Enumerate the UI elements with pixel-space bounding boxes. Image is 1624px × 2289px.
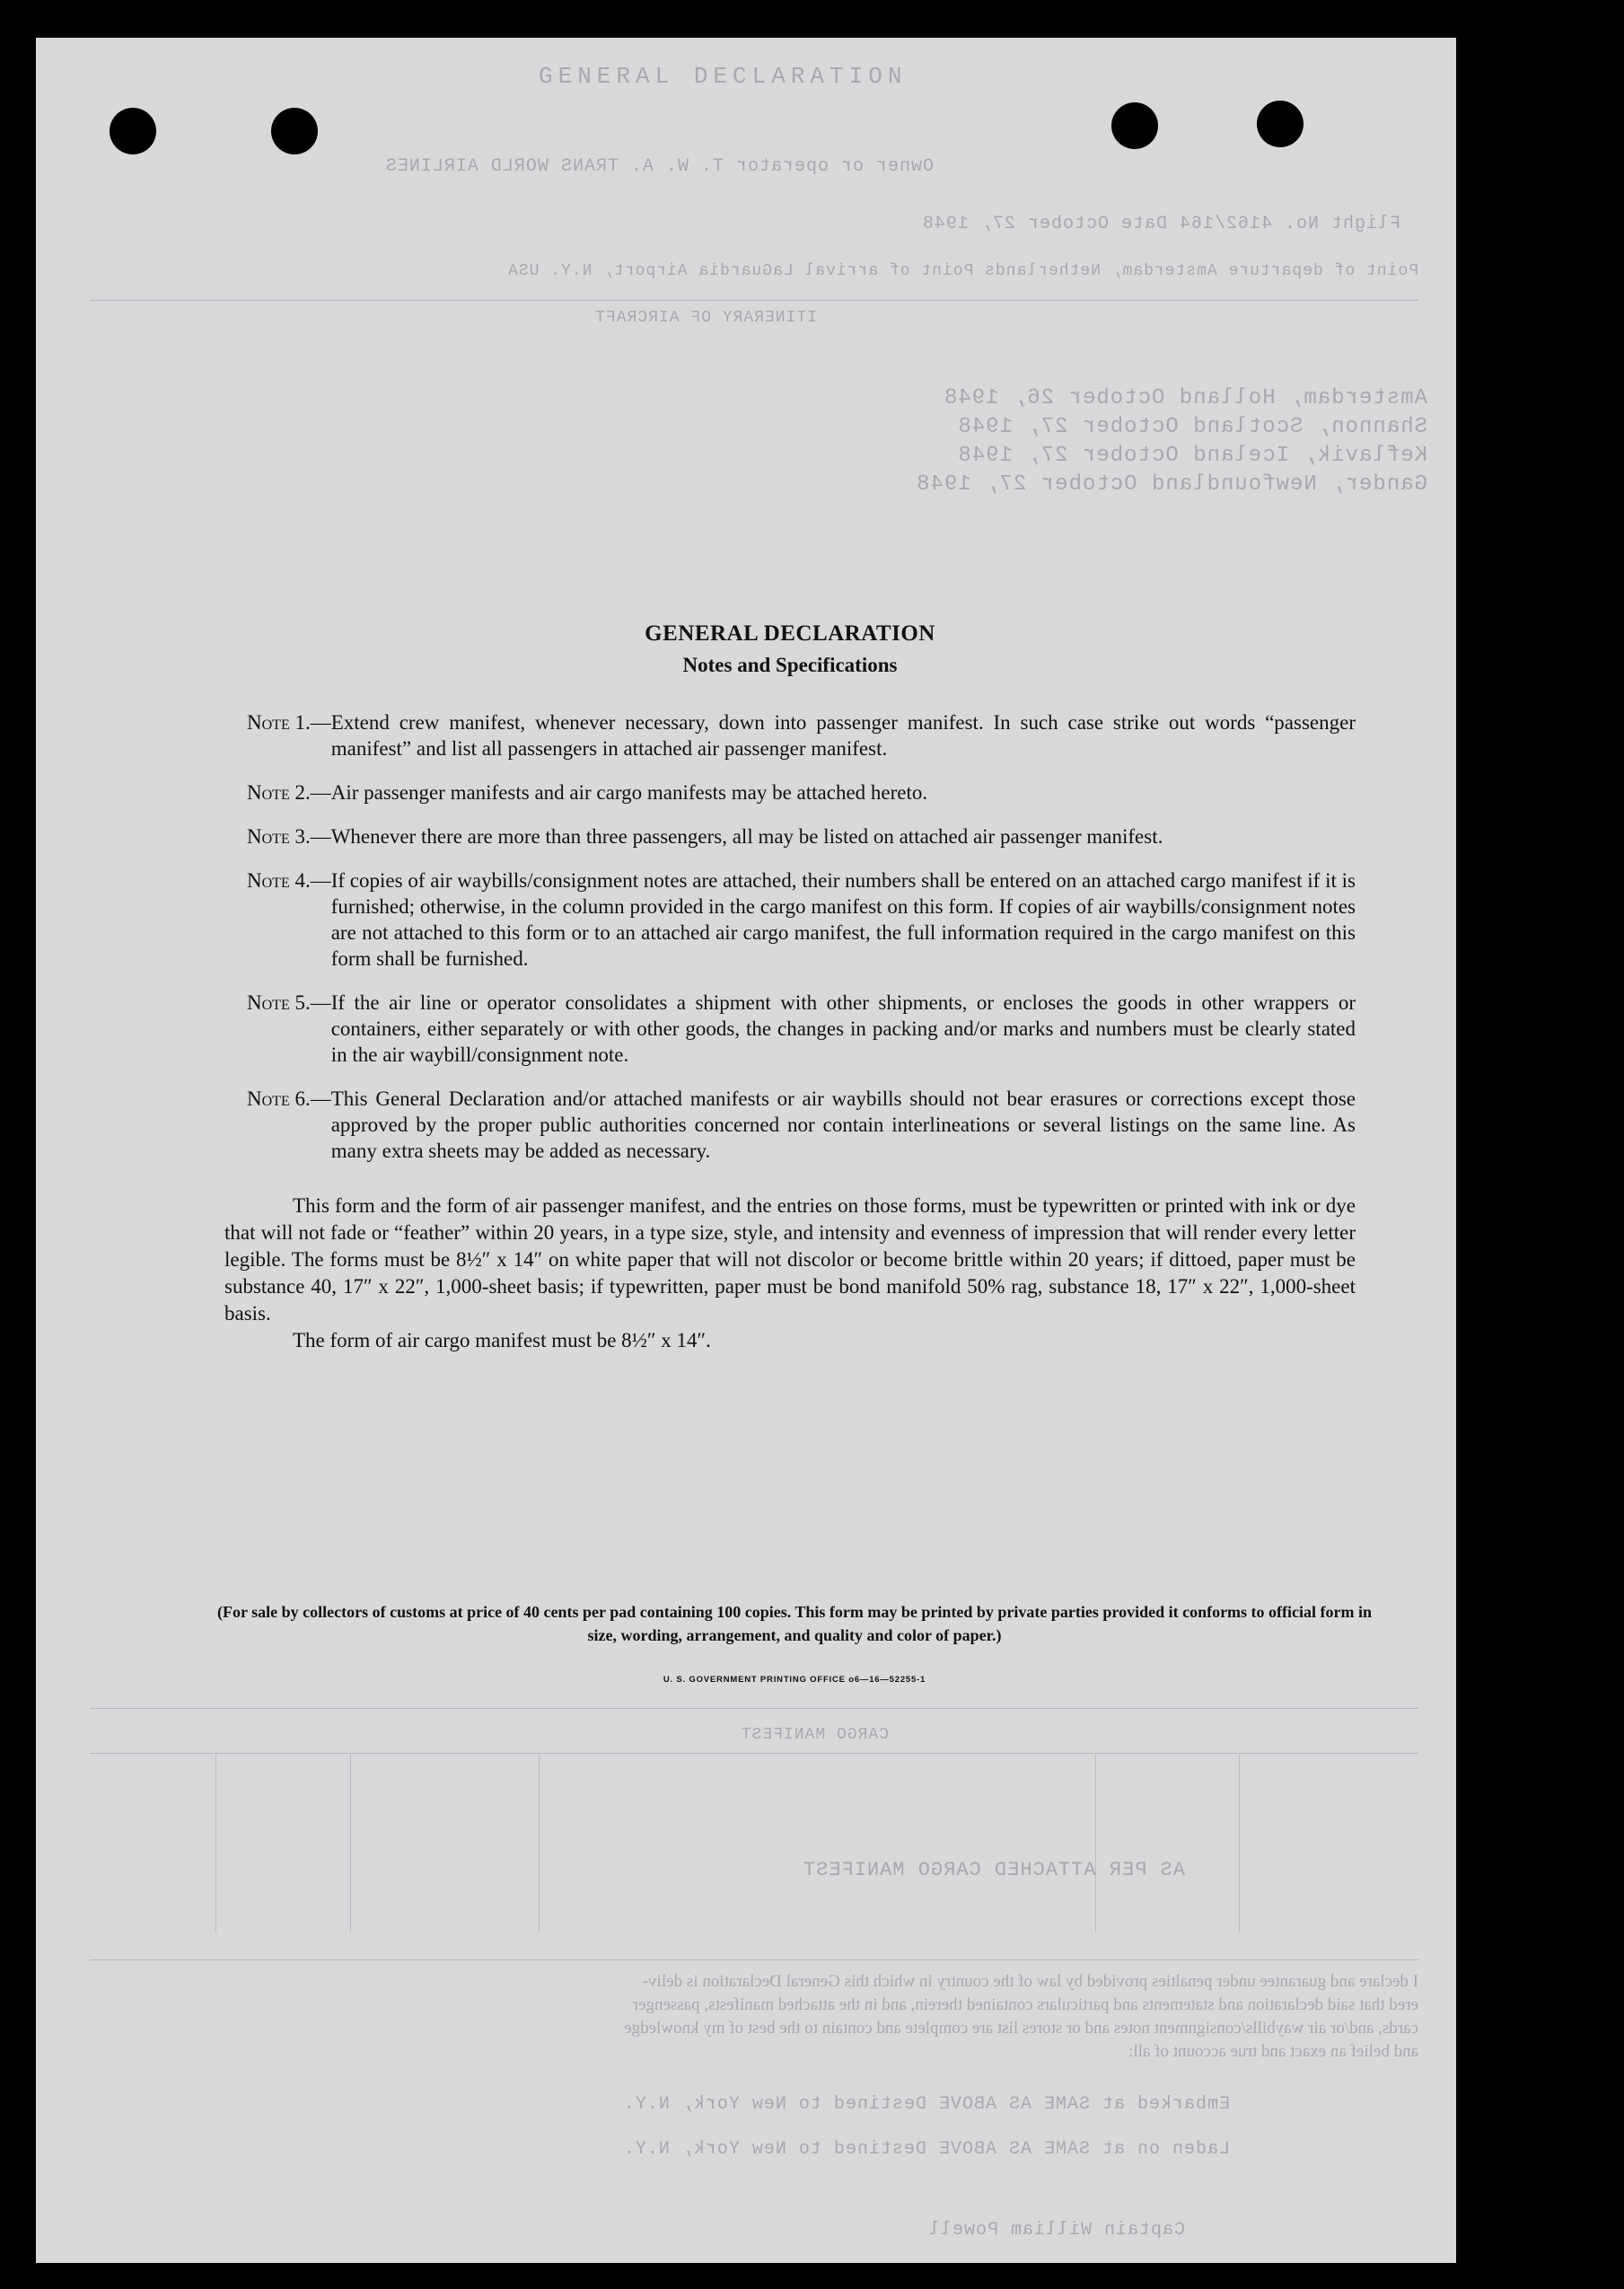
sale-notice: (For sale by collectors of customs at price of 40 cents per pad containing 100 copies. This form may be printed by private parties provided it conforms to official form in size, wording, arrangement, and quality and color of paper.) bbox=[216, 1603, 1373, 1644]
show-through-owner: Owner or operator T. W. A. TRANS WORLD AIRLINES bbox=[384, 156, 934, 177]
note-2: Note 2. — Air passenger manifests and air cargo manifests may be attached hereto. bbox=[206, 779, 1374, 806]
note-text: Air passenger manifests and air cargo manifests may be attached hereto. bbox=[330, 781, 928, 804]
show-through-declaration-line: cards, and/or air waybills/consignment notes and or stores list are complete and contain to the best of my knowledge bbox=[624, 2019, 1418, 2038]
note-text: If copies of air waybills/consignment notes are attached, their numbers shall be entered on an attached cargo manifest if it is furnished; otherwise, in the column provided in the cargo manifest on this form. If copies of air waybills/consignment notes are not attached to this form or to an attached air cargo manifest, the full information required in the cargo manifest on this form shall be furnished. bbox=[330, 869, 1356, 970]
note-text: Whenever there are more than three passengers, all may be listed on attached air passenger manifest. bbox=[330, 825, 1163, 848]
show-through-cargo-stamp: AS PER ATTACHED CARGO MANIFEST bbox=[802, 1859, 1185, 1881]
note-label: Note 4. bbox=[247, 869, 311, 892]
show-through-column bbox=[539, 1753, 540, 1932]
show-through-departure: Point of departure Amsterdam, Netherlands Point of arrival LaGuardia Airport, N.Y. USA bbox=[507, 262, 1418, 280]
show-through-rule bbox=[90, 1753, 1418, 1754]
note-label: Note 5. bbox=[247, 991, 311, 1014]
show-through-itinerary-heading: ITINERARY OF AIRCRAFT bbox=[594, 309, 817, 327]
document-page bbox=[36, 38, 1456, 2263]
note-label: Note 3. bbox=[247, 825, 311, 848]
note-text: If the air line or operator consolidates a shipment with other shipments, or encloses the goods in other wrappers or containers, either separately or with other goods, the changes in packing and/or marks and numbers must be clearly stated in the air waybill/consignment note. bbox=[330, 991, 1356, 1066]
punch-hole bbox=[110, 108, 156, 154]
cargo-manifest-rule: The form of air cargo manifest must be 8½″ x 14″. bbox=[293, 1329, 711, 1351]
show-through-itinerary-row: Shannon, Scotland October 27, 1948 bbox=[957, 415, 1427, 439]
page-title: GENERAL DECLARATION bbox=[645, 621, 935, 646]
punch-hole bbox=[1257, 101, 1304, 147]
punch-hole bbox=[271, 108, 318, 154]
show-through-column bbox=[1239, 1753, 1240, 1932]
show-through-rule bbox=[90, 300, 1418, 301]
show-through-itinerary-row: Gander, Newfoundland October 27, 1948 bbox=[916, 472, 1427, 497]
note-label: Note 2. bbox=[247, 781, 311, 804]
specification-text: This form and the form of air passenger manifest, and the entries on those forms, must be typewritten or printed with ink or dye that will not fade or “feather” within 20 years, in a type size, style, and intensity and evenness of impression that will render every letter legible. The forms must be 8½″ x 14″ on white paper that will not discolor or become brittle within 20 years; if dittoed, paper must be substance 40, 17″ x 22″, 1,000-sheet basis; if typewritten, paper must be bond manifold 50% rag, substance 18, 17″ x 22″, 1,000-sheet basis. bbox=[224, 1194, 1356, 1325]
show-through-column bbox=[1095, 1753, 1096, 1932]
show-through-itinerary-row: Keflavik, Iceland October 27, 1948 bbox=[957, 444, 1427, 468]
show-through-column bbox=[350, 1753, 351, 1932]
note-4: Note 4. — If copies of air waybills/consignment notes are attached, their numbers shall be entered on an attached cargo manifest if it is furnished; otherwise, in the column provided in the cargo manifest on this form. If copies of air waybills/consignment notes are not attached to this form or to an attached air cargo manifest, the full information required in the cargo manifest on this form shall be furnished. bbox=[206, 867, 1374, 972]
show-through-itinerary-row: Amsterdam, Holland October 26, 1948 bbox=[943, 386, 1427, 410]
show-through-cargo-heading: CARGO MANIFEST bbox=[740, 1726, 889, 1744]
page-subtitle: Notes and Specifications bbox=[682, 654, 898, 676]
punch-hole bbox=[1111, 102, 1158, 149]
note-text: Extend crew manifest, whenever necessary, down into passenger manifest. In such case strike out words “passenger manifest” and list all passengers in attached air passenger manifest. bbox=[330, 711, 1356, 760]
note-label: Note 6. bbox=[247, 1087, 311, 1110]
note-text: This General Declaration and/or attached manifests or air waybills should not bear erasures or corrections except those approved by the proper public authorities concerned nor contain interlineations or several listings on the same line. As many extra sheets may be added as necessary. bbox=[330, 1087, 1356, 1162]
show-through-rule bbox=[90, 1959, 1418, 1960]
show-through-flight: Flight No. 4162/164 Date October 27, 1948 bbox=[921, 214, 1400, 234]
show-through-rule bbox=[90, 1708, 1418, 1709]
show-through-declaration-line: I declare and guarantee under penalties provided by law of the country in which this General Declaration is deliv- bbox=[642, 1972, 1418, 1991]
specification-paragraph bbox=[224, 1193, 1356, 1327]
note-1: Note 1. — Extend crew manifest, whenever necessary, down into passenger manifest. In such case strike out words “passenger manifest” and list all passengers in attached air passenger manifest. bbox=[206, 709, 1374, 762]
note-label: Note 1. bbox=[247, 711, 311, 734]
note-6: Note 6. — This General Declaration and/or attached manifests or air waybills should not bear erasures or corrections except those approved by the proper public authorities concerned nor contain interlineations or several listings on the same line. As many extra sheets may be added as necessary. bbox=[206, 1086, 1374, 1164]
printing-office-imprint: U. S. GOVERNMENT PRINTING OFFICE o6—16—52255-1 bbox=[663, 1675, 926, 1685]
show-through-column bbox=[215, 1753, 216, 1932]
show-through-declaration-line: and belief an exact and true account of all: bbox=[1128, 2042, 1418, 2061]
show-through-embarked: Embarked at SAME AS ABOVE Destined to New York, N.Y. bbox=[622, 2094, 1230, 2115]
show-through-title: GENERAL DECLARATION bbox=[539, 63, 908, 90]
notes-section bbox=[206, 621, 1374, 1354]
show-through-declaration-line: ered that said declaration and statements and particulars contained therein, and in the attached manifests, passenger bbox=[632, 1995, 1418, 2014]
show-through-laden: Laden on at SAME AS ABOVE Destined to New York, N.Y. bbox=[622, 2139, 1230, 2160]
note-3: Note 3. — Whenever there are more than three passengers, all may be listed on attached air passenger manifest. bbox=[206, 823, 1374, 850]
show-through-signature: Captain William Powell bbox=[927, 2220, 1185, 2241]
note-5: Note 5. — If the air line or operator consolidates a shipment with other shipments, or encloses the goods in other wrappers or containers, either separately or with other goods, the changes in packing and/or marks and numbers must be clearly stated in the air waybill/consignment note. bbox=[206, 990, 1374, 1068]
